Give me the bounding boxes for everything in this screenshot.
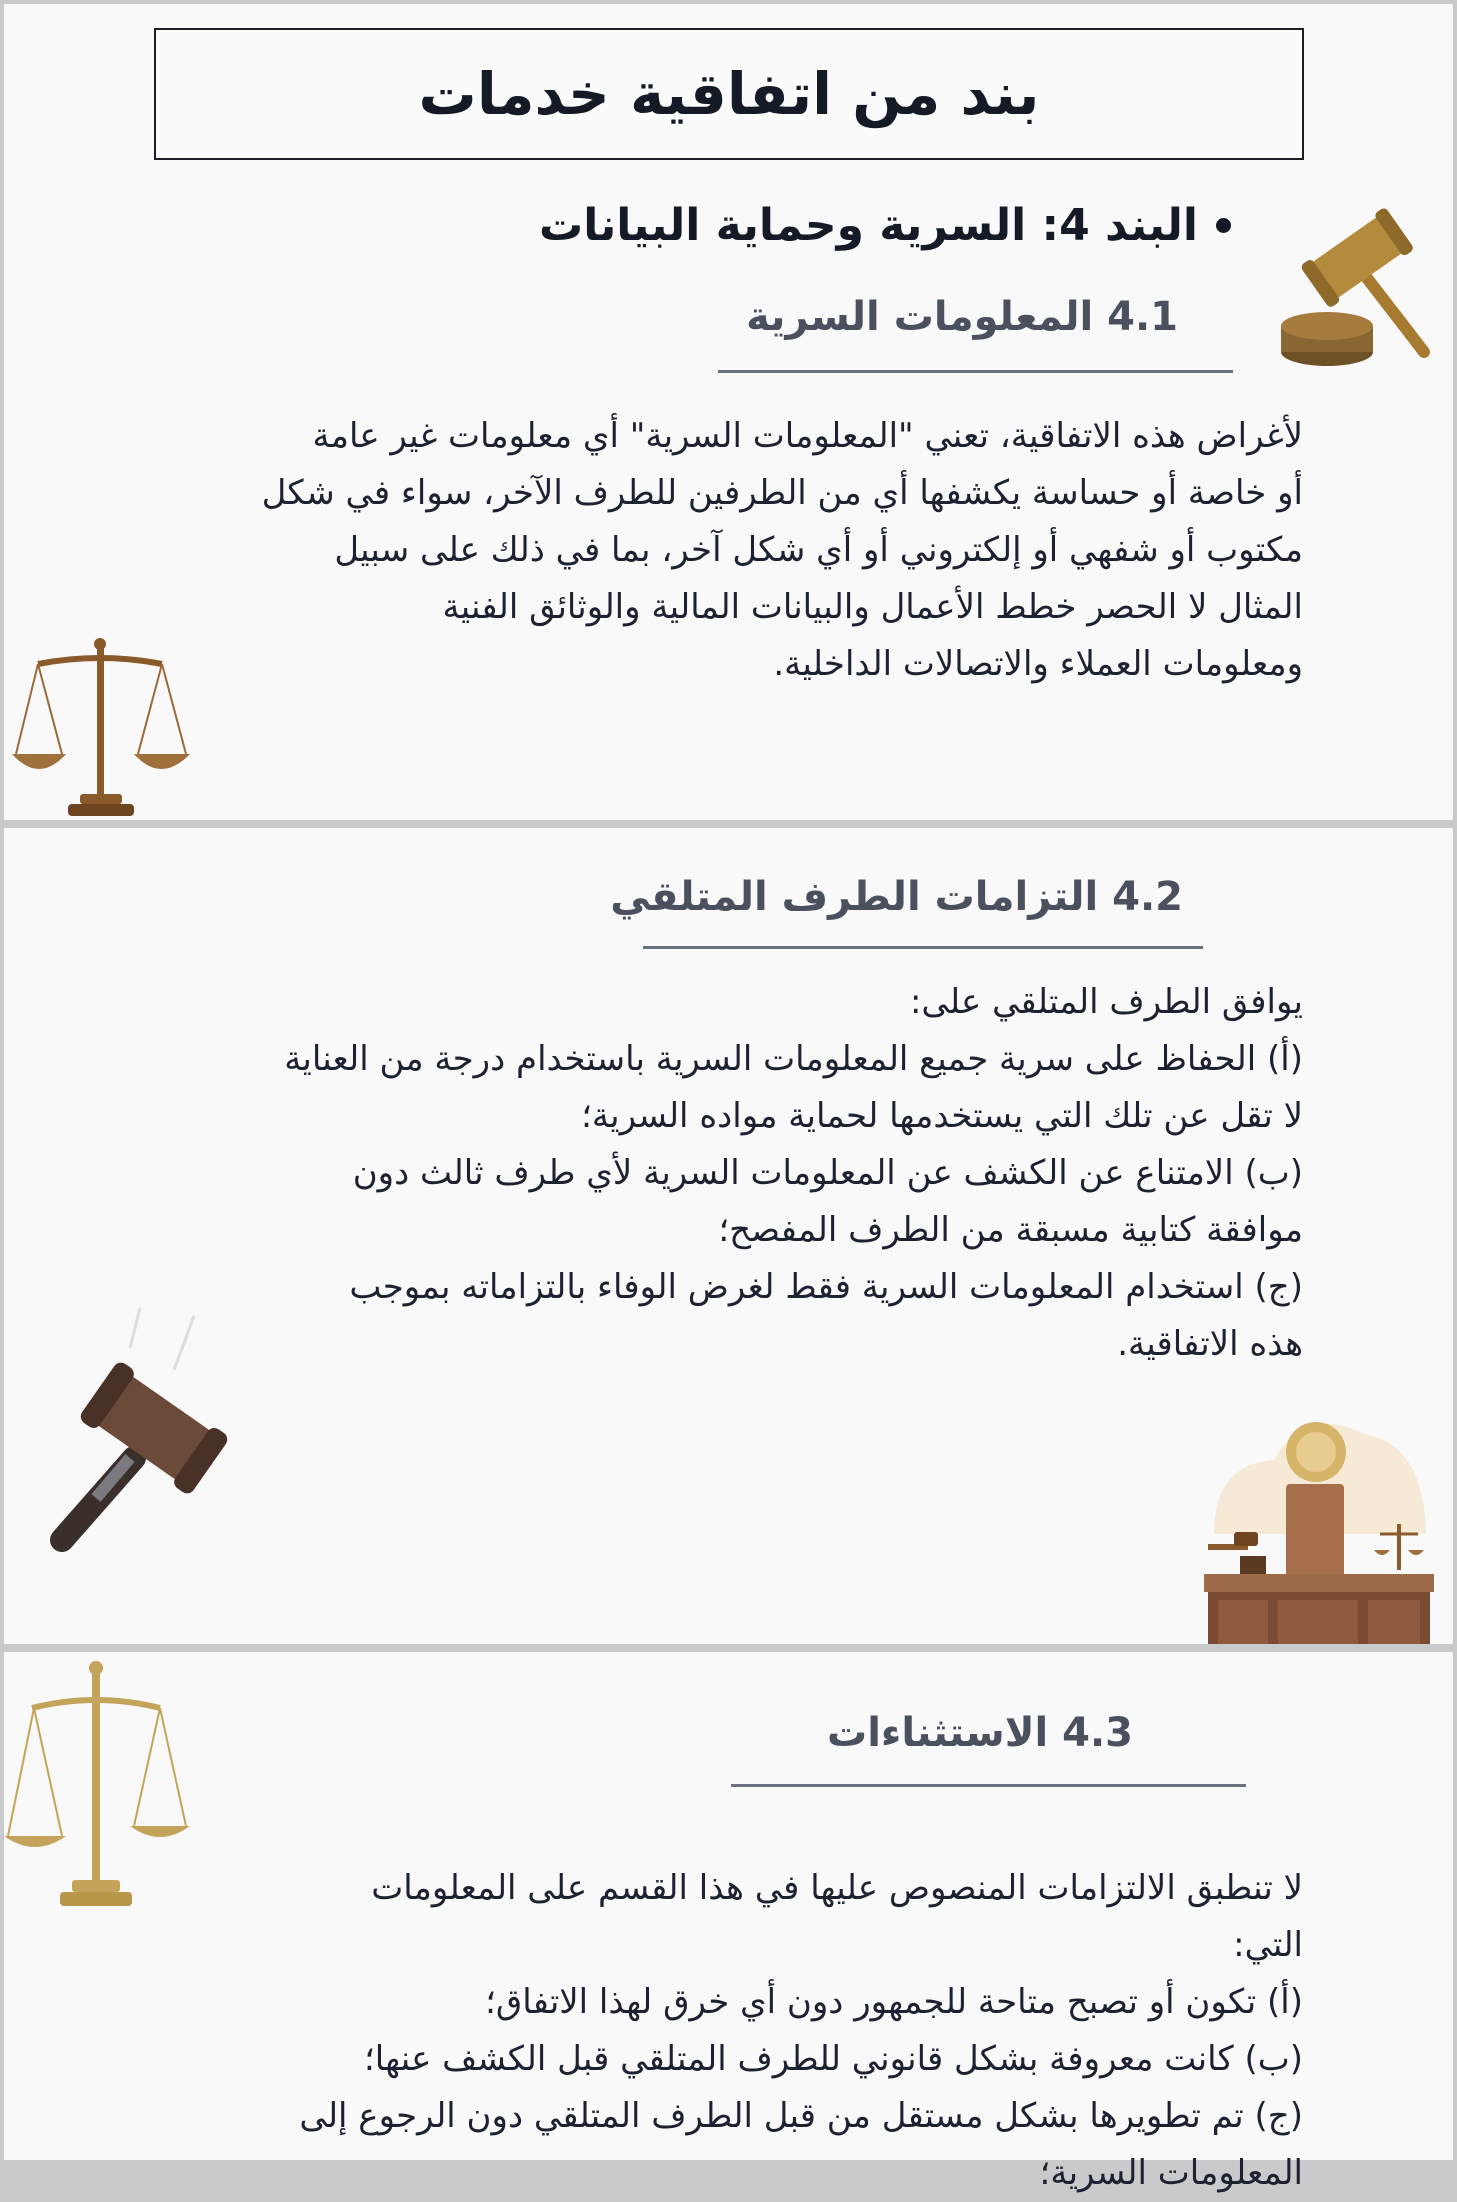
text-line: (أ) تكون أو تصبح متاحة للجمهور دون أي خرق لهذا الاتفاق؛ xyxy=(485,1982,1303,2022)
scales-of-justice-icon xyxy=(4,1658,194,1908)
text-line: ومعلومات العملاء والاتصالات الداخلية. xyxy=(773,644,1303,684)
clause-heading xyxy=(539,200,1231,251)
text-line: مكتوب أو شفهي أو إلكتروني أو أي شكل آخر، بما في ذلك على سبيل xyxy=(334,530,1303,570)
text-line: (ج) استخدام المعلومات السرية فقط لغرض الوفاء بالتزاماته بموجب xyxy=(349,1267,1303,1307)
section-divider xyxy=(731,1784,1246,1787)
courtroom-bench-icon xyxy=(1194,1404,1444,1644)
text-line: المعلومات السرية؛ xyxy=(1039,2153,1303,2193)
section-4-3-body xyxy=(299,1860,1303,2202)
section-divider xyxy=(718,370,1233,373)
text-line: أو خاصة أو حساسة يكشفها أي من الطرفين للطرف الآخر، سواء في شكل xyxy=(261,473,1303,513)
gavel-icon xyxy=(34,1308,224,1558)
text-line: لا تنطبق الالتزامات المنصوص عليها في هذا القسم على المعلومات xyxy=(371,1868,1303,1908)
section-4-1-body xyxy=(262,408,1303,693)
text-line: هذه الاتفاقية. xyxy=(1117,1324,1303,1364)
section-title-4-3: 4.3 الاستثناءات xyxy=(827,1710,1133,1756)
page-panel-1 xyxy=(4,4,1453,820)
scales-of-justice-icon xyxy=(8,634,198,824)
text-line: يوافق الطرف المتلقي على: xyxy=(909,982,1303,1022)
gavel-icon xyxy=(1272,214,1442,374)
document-title: بند من اتفاقية خدمات xyxy=(154,28,1304,160)
text-line: لأغراض هذه الاتفاقية، تعني "المعلومات السرية" أي معلومات غير عامة xyxy=(312,416,1303,456)
text-line: التي: xyxy=(1233,1925,1303,1965)
section-divider xyxy=(643,946,1203,949)
text-line: المثال لا الحصر خطط الأعمال والبيانات المالية والوثائق الفنية xyxy=(442,587,1303,627)
section-4-2-body xyxy=(284,974,1303,1373)
text-line: لا تقل عن تلك التي يستخدمها لحماية مواده السرية؛ xyxy=(581,1096,1303,1136)
page-panel-2 xyxy=(4,828,1453,1644)
section-title-4-2: 4.2 التزامات الطرف المتلقي xyxy=(610,874,1183,920)
page-panel-3 xyxy=(4,1652,1453,2193)
text-line: (ب) الامتناع عن الكشف عن المعلومات السرية لأي طرف ثالث دون xyxy=(352,1153,1303,1193)
text-line: (ج) تم تطويرها بشكل مستقل من قبل الطرف المتلقي دون الرجوع إلى xyxy=(299,2096,1303,2136)
text-line: موافقة كتابية مسبقة من الطرف المفصح؛ xyxy=(718,1210,1303,1250)
text-line: (ب) كانت معروفة بشكل قانوني للطرف المتلقي قبل الكشف عنها؛ xyxy=(363,2039,1303,2079)
bullet-icon xyxy=(1216,218,1231,233)
text-line: (أ) الحفاظ على سرية جميع المعلومات السرية باستخدام درجة من العناية xyxy=(284,1039,1303,1079)
clause-heading-text: البند 4: السرية وحماية البيانات xyxy=(539,200,1198,251)
section-title-4-1: 4.1 المعلومات السرية xyxy=(746,294,1178,340)
